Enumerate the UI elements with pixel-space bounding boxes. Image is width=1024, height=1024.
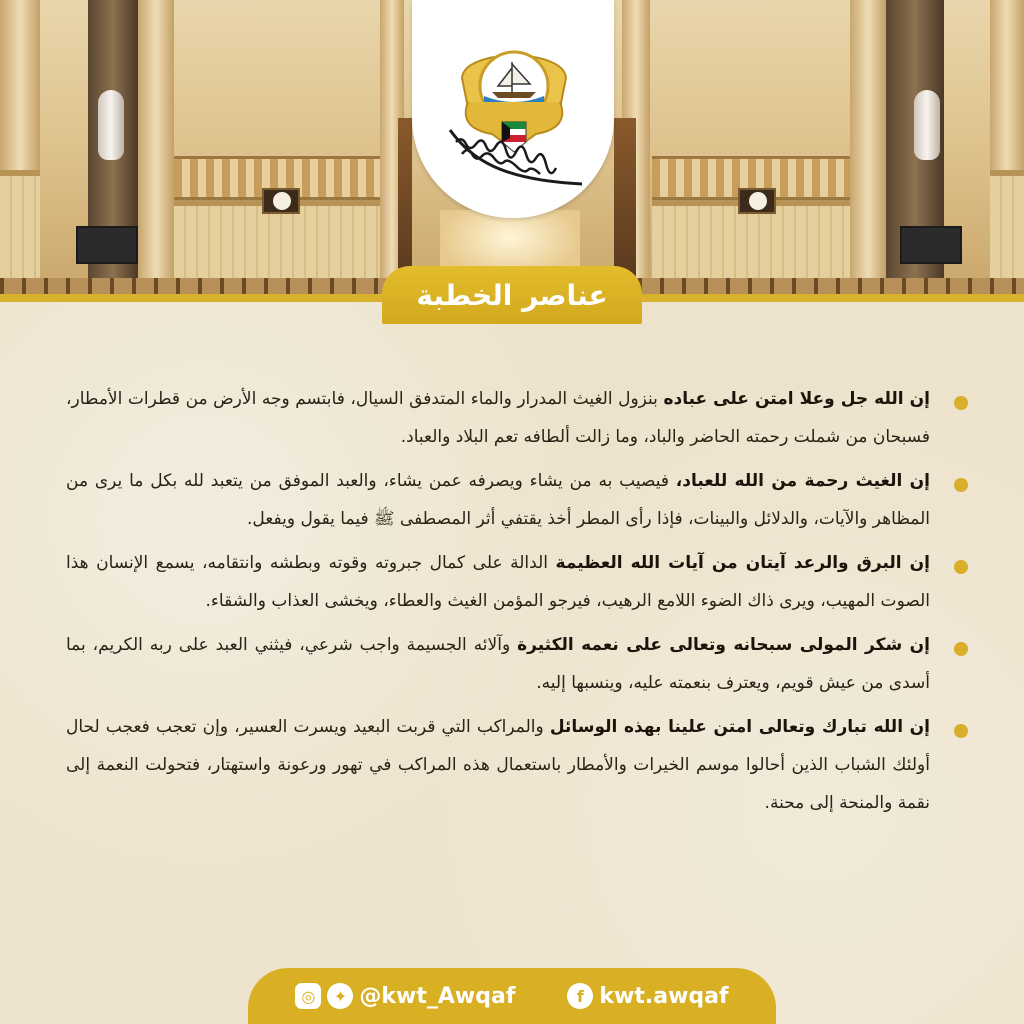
sermon-points-list bbox=[66, 380, 976, 828]
page-title: عناصر الخطبة bbox=[416, 278, 608, 312]
list-item bbox=[66, 708, 976, 822]
list-item bbox=[66, 626, 976, 702]
point-text: الدالة على كمال جبروته وقوته وبطشه وانتقامه، يسمع الإنسان هذا الصوت المهيب، ويرى ذاك الضوء اللامع الرهيب، فيرجو المؤمن الغيث والعطاء، ويخشى العذاب والشقاء. bbox=[66, 553, 930, 611]
facebook-link[interactable] bbox=[567, 983, 728, 1009]
point-lead: إن البرق والرعد آيتان من آيات الله العظيمة bbox=[555, 553, 930, 573]
point-text: بنزول الغيث المدرار والماء المتدفق السيال، فابتسم وجه الأرض من قطرات الأمطار، فسبحان من شملت رحمته الحاضر والباد، وما زالت ألطافه تعم البلاد والعباد. bbox=[66, 389, 930, 447]
facebook-handle[interactable]: kwt.awqaf bbox=[599, 983, 729, 1009]
bullet-icon bbox=[954, 396, 968, 410]
point-lead: إن شكر المولى سبحانه وتعالى على نعمه الكثيرة bbox=[517, 635, 930, 655]
list-item bbox=[66, 462, 976, 538]
bullet-icon bbox=[954, 478, 968, 492]
bullet-icon bbox=[954, 560, 968, 574]
point-text: والمراكب التي قربت البعيد ويسرت العسير، وإن تعجب فعجب لحال أولئك الشباب الذين أحالوا موسم الخيرات والأمطار باستعمال هذه المراكب في تهور ورعونة واستهتار، فتحولت النعمة إلى نقمة والمنحة إلى محنة. bbox=[66, 717, 930, 813]
twitter-instagram-link[interactable] bbox=[295, 983, 515, 1009]
page-title-badge bbox=[382, 266, 642, 324]
bullet-icon bbox=[954, 724, 968, 738]
ministry-logo bbox=[412, 0, 614, 218]
social-footer bbox=[248, 968, 776, 1024]
ministry-calligraphy-logo bbox=[442, 120, 592, 190]
point-text: فيصيب به من يشاء ويصرفه عمن يشاء، والعبد الموفق من يتعبد لله بكل ما يرى من المظاهر والآيات، والدلائل والبينات، فإذا رأى المطر أخذ يقتفي أثر المصطفى ﷺ فيما يقول ويفعل. bbox=[66, 471, 930, 529]
twitter-handle[interactable]: @kwt_Awqaf bbox=[359, 983, 516, 1009]
facebook-icon[interactable]: f bbox=[567, 983, 593, 1009]
instagram-icon[interactable]: ◎ bbox=[295, 983, 321, 1009]
point-lead: إن الغيث رحمة من الله للعباد، bbox=[675, 471, 931, 491]
list-item bbox=[66, 380, 976, 456]
point-lead: إن الله تبارك وتعالى امتن علينا بهذه الوسائل bbox=[549, 717, 930, 737]
twitter-icon[interactable]: ✦ bbox=[327, 983, 353, 1009]
point-text: وآلائه الجسيمة واجب شرعي، فيثني العبد على ربه الكريم، بما أسدى من عيش قويم، ويعترف بنعمته عليه، وينسبها إليه. bbox=[66, 635, 930, 693]
point-lead: إن الله جل وعلا امتن على عباده bbox=[663, 389, 930, 409]
list-item bbox=[66, 544, 976, 620]
bullet-icon bbox=[954, 642, 968, 656]
